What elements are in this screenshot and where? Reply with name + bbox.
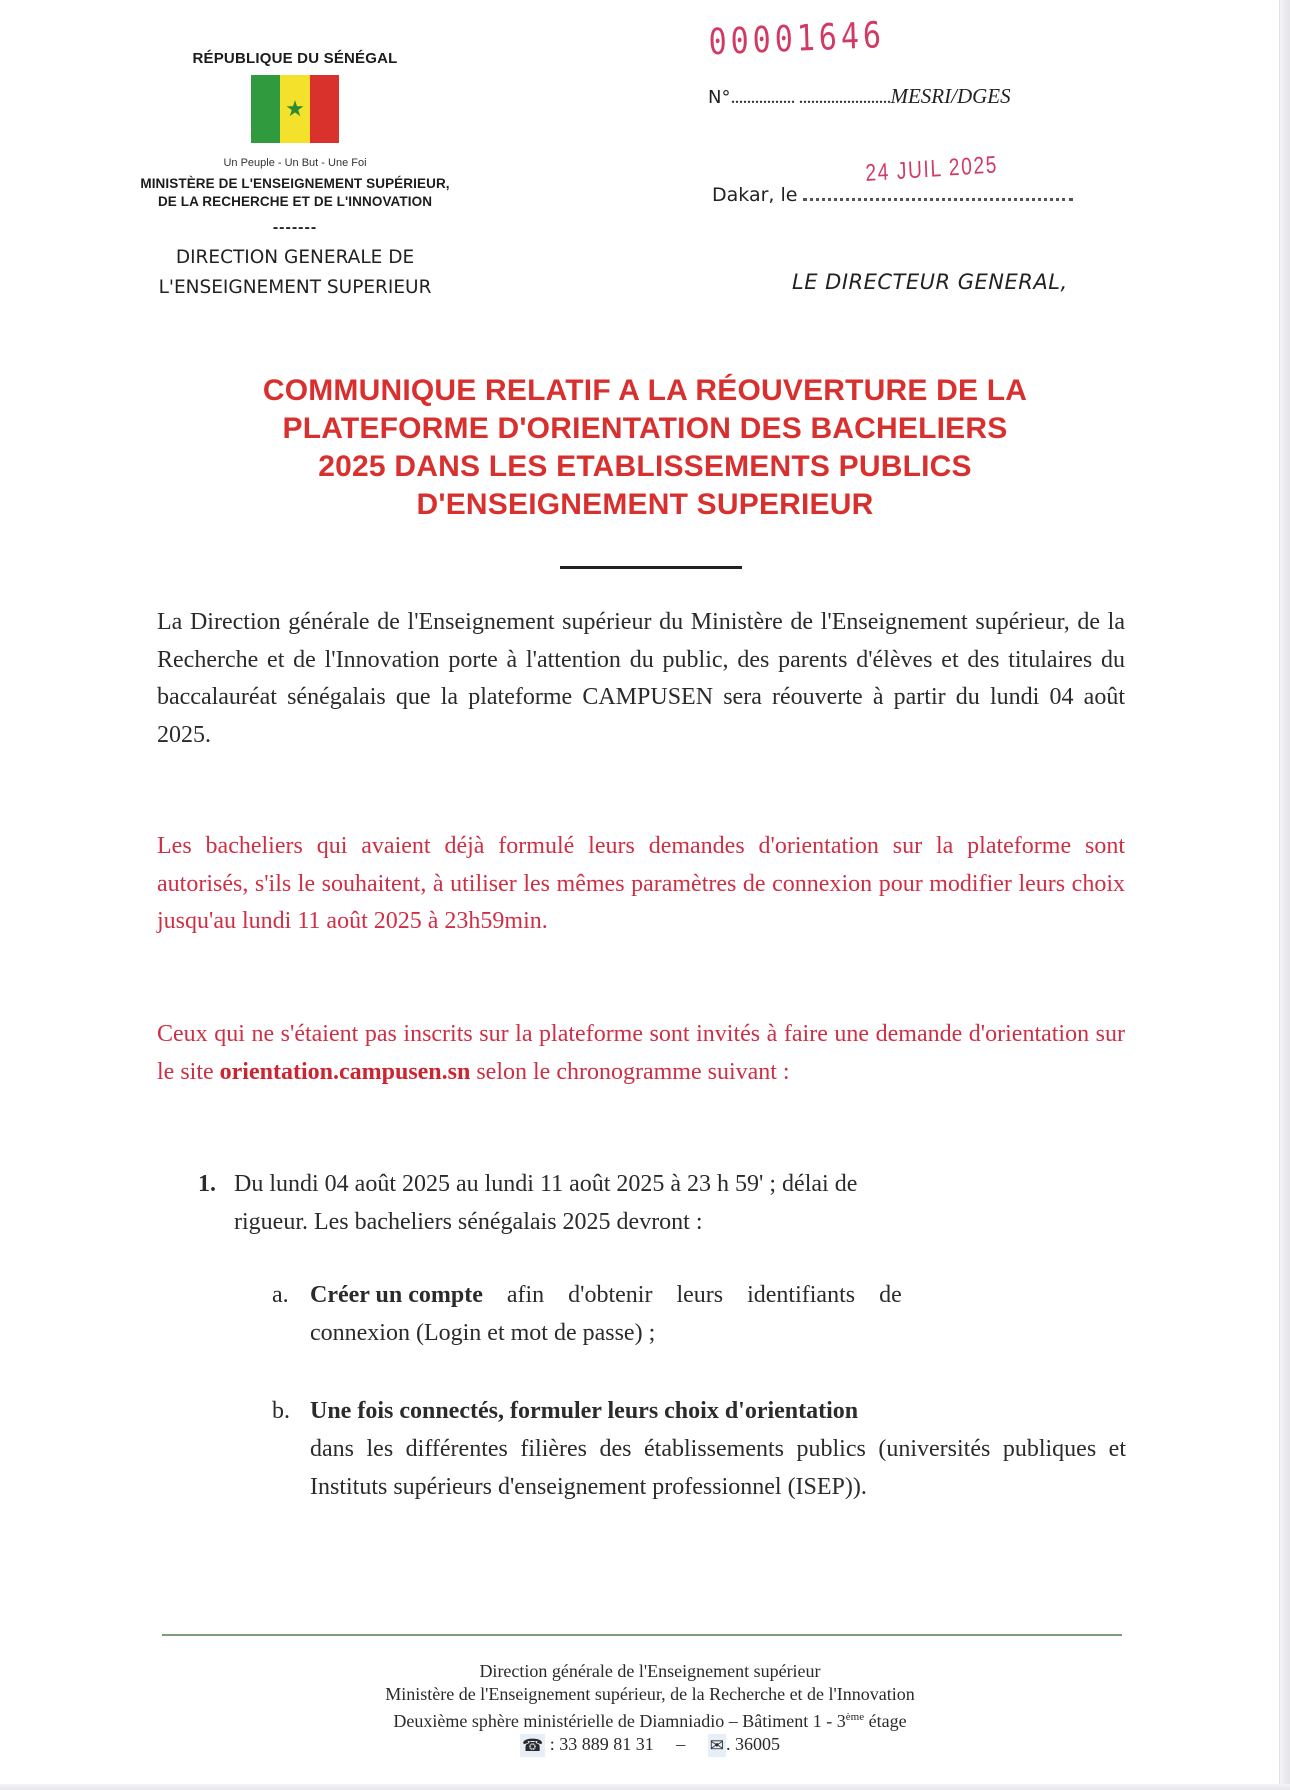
sub-item-bold: Une fois connectés, formuler leurs choix d'orientation <box>310 1398 859 1424</box>
direction-line-1: DIRECTION GENERALE DE <box>175 247 415 268</box>
reference-code: MESRI/DGES <box>890 84 1011 108</box>
contact-separator: – <box>676 1734 686 1754</box>
mail-icon: ✉ <box>709 1736 724 1756</box>
reference-label: N° <box>708 87 731 108</box>
ministry-line-1: MINISTÈRE DE L'ENSEIGNEMENT SUPÉRIEUR, <box>140 176 450 191</box>
title-line: 2025 DANS LES ETABLISSEMENTS PUBLICS <box>318 450 972 483</box>
direction-line-2: L'ENSEIGNEMENT SUPERIEUR <box>158 277 432 298</box>
signatory-title: LE DIRECTEUR GENERAL, <box>792 270 1068 294</box>
list-item-text: rigueur. Les bacheliers sénégalais 2025 devront : <box>234 1208 703 1235</box>
campusen-site-link[interactable]: orientation.campusen.sn <box>219 1058 471 1085</box>
po-box: . 36005 <box>725 1734 780 1754</box>
footer-rule <box>162 1634 1122 1636</box>
sub-item-text: connexion (Login et mot de passe) ; <box>310 1320 656 1346</box>
sub-item-bold: Créer un compte <box>310 1282 483 1308</box>
national-motto: Un Peuple - Un But - Une Foi <box>223 157 367 169</box>
header-separator: ------- <box>272 219 318 236</box>
paragraph-announcement: La Direction générale de l'Enseignement supérieur du Ministère de l'Enseignement supérieur, de la Recherche et de l'Innovation porte à l'attention du public, des parents d'élèves et des titulaires du baccalauréat sénégalais que la plateforme CAMPUSEN sera réouverte à partir du lundi 04 août 2025. <box>157 609 1125 748</box>
paragraph-new-applicants <box>157 1016 1125 1091</box>
letterhead-left <box>100 50 490 303</box>
date-label: Dakar, le <box>712 184 798 206</box>
footer-line-3: Deuxième sphère ministérielle de Diamniadio – Bâtiment 1 - 3ème étage <box>393 1711 907 1731</box>
sub-item-letter: b. <box>272 1398 290 1424</box>
title-line: PLATEFORME D'ORIENTATION DES BACHELIERS <box>282 412 1008 445</box>
phone-icon: ☎ <box>522 1736 544 1756</box>
date-line <box>712 184 1073 206</box>
sub-item-b <box>272 1392 1126 1506</box>
flag-green-band <box>251 75 280 143</box>
sub-item-letter: a. <box>272 1282 289 1308</box>
list-number: 1. <box>198 1171 216 1197</box>
title-line: D'ENSEIGNEMENT SUPERIEUR <box>416 488 874 521</box>
reference-stamp-number: 00001646 <box>708 14 886 64</box>
communique-title <box>150 372 1140 524</box>
page-edge-bottom <box>0 1784 1290 1790</box>
footer-contact <box>250 1733 1050 1757</box>
senegal-flag-icon <box>251 75 339 143</box>
date-dots <box>803 184 1073 201</box>
reference-line <box>708 84 1011 109</box>
footer-address <box>250 1660 1050 1757</box>
list-item-text: Du lundi 04 août 2025 au lundi 11 août 2025 à 23 h 59' ; délai de <box>234 1171 858 1197</box>
star-icon: ★ <box>285 96 305 121</box>
list-item-1 <box>198 1166 1126 1241</box>
footer-line-1: Direction générale de l'Enseignement supérieur <box>479 1661 821 1681</box>
ministry-line-2: DE LA RECHERCHE ET DE L'INNOVATION <box>157 194 433 209</box>
ministry-name <box>100 175 490 211</box>
direction-name <box>100 243 490 303</box>
paragraph-existing-applicants: Les bacheliers qui avaient déjà formulé leurs demandes d'orientation sur la plateforme sont autorisés, s'ils le souhaitent, à utiliser les mêmes paramètres de connexion pour modifier leurs choix jusqu'au lundi 11 août 2025 à 23h59min. <box>157 833 1125 934</box>
phone-number: : 33 889 81 31 <box>549 1734 654 1754</box>
flag-red-band <box>310 75 339 143</box>
reference-dots: ................ ....................... <box>730 86 891 108</box>
footer-line-2: Ministère de l'Enseignement supérieur, de la Recherche et de l'Innovation <box>385 1684 915 1704</box>
page-edge <box>1279 0 1290 1790</box>
republic-name: RÉPUBLIQUE DU SÉNÉGAL <box>192 50 398 67</box>
paragraph-text: Ceux qui ne s'étaient pas inscrits sur la plateforme sont invités à faire une demande d'orientation sur le site <box>157 1021 1125 1085</box>
sub-item-text: afin d'obtenir leurs identifiants de <box>482 1282 902 1308</box>
sub-item-a <box>272 1276 1126 1352</box>
title-underline <box>560 566 742 569</box>
sub-item-text: dans les différentes filières des établissements publics (universités publiques et Instituts supérieurs d'enseignement professionnel (ISEP)). <box>310 1436 1126 1500</box>
title-line: COMMUNIQUE RELATIF A LA RÉOUVERTURE DE LA <box>262 374 1028 407</box>
date-stamp: 24 JUIL 2025 <box>864 151 999 188</box>
paragraph-text: selon le chronogramme suivant : <box>470 1058 790 1085</box>
